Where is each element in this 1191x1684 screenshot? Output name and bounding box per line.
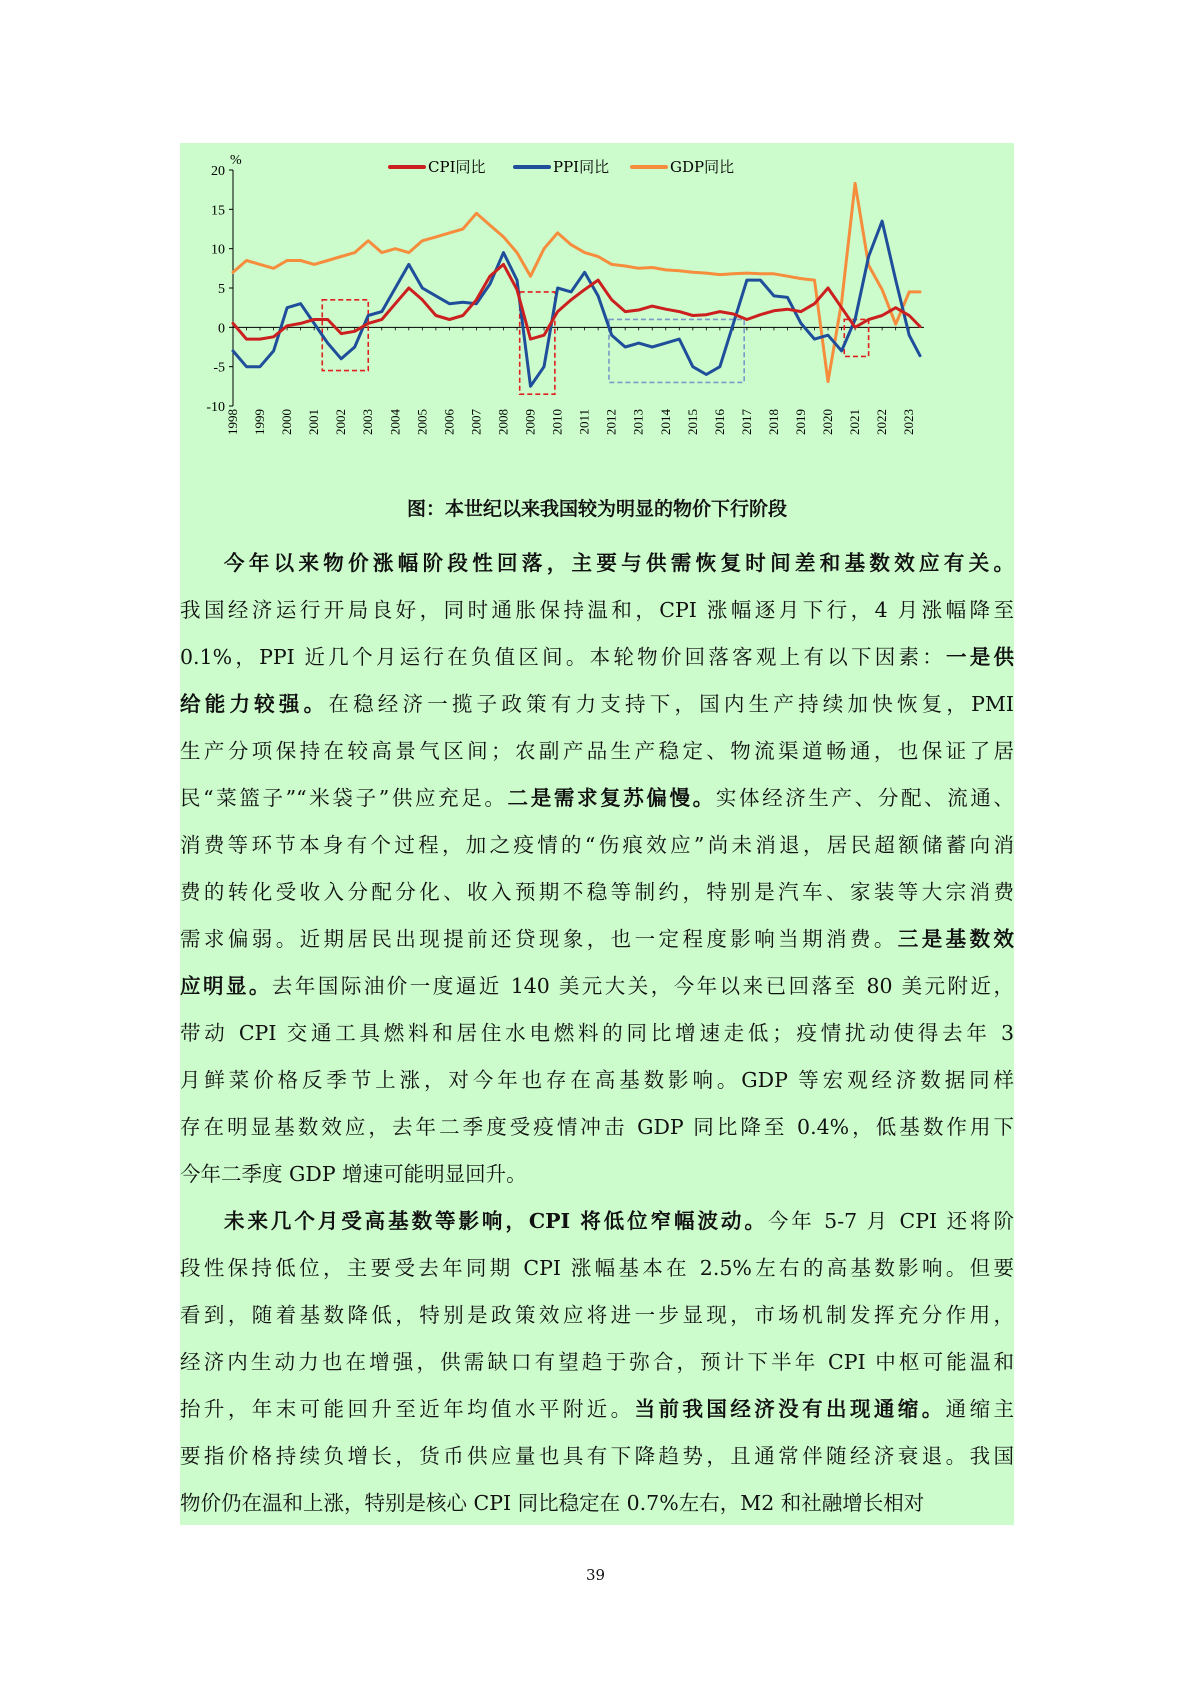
text-line	[180, 587, 1014, 634]
text-run: 看到，随着基数降低，特别是政策效应将进一步显现，市场机制发挥充分作用，	[180, 1303, 1014, 1327]
text-line	[180, 1433, 1014, 1480]
x-tick-label: 2014	[657, 409, 673, 435]
x-tick-label: 2020	[820, 409, 836, 435]
paragraph	[180, 540, 1014, 1198]
x-tick-label: 2000	[279, 409, 295, 435]
text-line	[180, 634, 1014, 681]
legend-label: PPI同比	[553, 158, 610, 176]
bold-run: 三是基数效	[897, 927, 1015, 951]
text-run: 月鲜菜价格反季节上涨，对今年也存在高基数影响。GDP 等宏观经济数据同样	[180, 1068, 1014, 1092]
x-tick-label: 1999	[252, 409, 268, 435]
text-run: 费的转化受收入分配分化、收入预期不稳等制约，特别是汽车、家装等大宗消费	[180, 880, 1014, 904]
x-tick-label: 2008	[495, 409, 511, 435]
text-line	[180, 1292, 1014, 1339]
text-run: 0.1%，PPI 近几个月运行在负值区间。本轮物价回落客观上有以下因素：	[180, 645, 946, 669]
x-tick-label: 2021	[847, 409, 863, 435]
text-run: 今年二季度 GDP 增速可能明显回升。	[180, 1162, 527, 1186]
text-run: 物价仍在温和上涨，特别是核心 CPI 同比稳定在 0.7%左右，M2 和社融增长相对	[180, 1491, 925, 1515]
text-run: 抬升，年末可能回升至近年均值水平附近。	[180, 1397, 635, 1421]
text-line	[180, 1104, 1014, 1151]
y-tick-label: 20	[211, 164, 225, 179]
figure-caption: 图：本世纪以来我国较为明显的物价下行阶段	[406, 498, 787, 520]
text-line	[180, 1151, 1014, 1198]
bold-run: 二是需求复苏偏慢。	[507, 786, 716, 810]
text-run: 在稳经济一揽子政策有力支持下，国内生产持续加快恢复，PMI	[328, 692, 1015, 716]
y-tick-label: -10	[206, 400, 225, 415]
text-run: 去年国际油价一度逼近 140 美元大关，今年以来已回落至 80 美元附近，	[271, 974, 1015, 998]
text-line	[180, 1198, 1014, 1245]
text-line	[180, 775, 1014, 822]
y-axis-unit: %	[230, 153, 242, 168]
text-line	[180, 963, 1014, 1010]
text-line	[180, 1480, 1014, 1527]
text-line	[180, 916, 1014, 963]
x-tick-label: 2017	[738, 409, 754, 435]
bold-run: 一是供	[946, 645, 1015, 669]
text-run: 民“菜篮子”“米袋子”供应充足。	[180, 786, 508, 810]
bold-run: 当前我国经济没有出现通缩。	[634, 1397, 946, 1421]
text-line	[180, 1386, 1014, 1433]
text-run: 消费等环节本身有个过程，加之疫情的“伤痕效应”尚未消退，居民超额储蓄向消	[180, 833, 1014, 857]
text-line	[180, 1057, 1014, 1104]
text-line	[180, 1245, 1014, 1292]
text-line	[180, 540, 1014, 587]
x-tick-label: 2013	[630, 409, 646, 435]
text-run: 经济内生动力也在增强，供需缺口有望趋于弥合，预计下半年 CPI 中枢可能温和	[180, 1350, 1014, 1374]
x-tick-label: 2023	[901, 409, 917, 435]
text-run: 要指价格持续负增长，货币供应量也具有下降趋势，且通常伴随经济衰退。我国	[180, 1444, 1014, 1468]
y-tick-label: -5	[213, 360, 225, 376]
bold-run: 今年以来物价涨幅阶段性回落，主要与供需恢复时间差和基数效应有关。	[224, 551, 1014, 575]
price-chart	[180, 143, 1014, 485]
text-run: 需求偏弱。近期居民出现提前还贷现象，也一定程度影响当期消费。	[180, 927, 898, 951]
chart-svg	[180, 143, 1014, 485]
text-run: 带动 CPI 交通工具燃料和居住水电燃料的同比增速走低；疫情扰动使得去年 3	[180, 1021, 1014, 1045]
text-line	[180, 1339, 1014, 1386]
text-line	[180, 1010, 1014, 1057]
legend-label: CPI同比	[428, 158, 486, 176]
x-tick-label: 2005	[414, 409, 430, 435]
x-tick-label: 2010	[549, 409, 565, 435]
text-run: 实体经济生产、分配、流通、	[715, 786, 1015, 810]
x-tick-label: 2011	[576, 409, 592, 435]
text-line	[180, 822, 1014, 869]
x-tick-label: 2001	[306, 409, 322, 435]
text-run: 通缩主	[945, 1397, 1015, 1421]
text-run: 存在明显基数效应，去年二季度受疫情冲击 GDP 同比降至 0.4%，低基数作用下	[180, 1115, 1014, 1139]
text-line	[180, 681, 1014, 728]
bold-run: 应明显。	[180, 974, 272, 998]
text-run: 生产分项保持在较高景气区间；农副产品生产稳定、物流渠道畅通，也保证了居	[180, 739, 1014, 763]
x-tick-label: 2002	[333, 409, 349, 435]
body-text	[180, 540, 1014, 1527]
y-tick-label: 10	[211, 242, 225, 258]
x-tick-label: 2006	[441, 409, 457, 435]
x-tick-label: 2003	[360, 409, 376, 435]
x-tick-label: 2022	[874, 409, 890, 435]
x-tick-label: 2007	[468, 409, 484, 435]
text-line	[180, 869, 1014, 916]
text-run: 今年 5-7 月 CPI 还将阶	[767, 1209, 1014, 1233]
x-tick-label: 2018	[765, 409, 781, 435]
y-tick-label: 0	[218, 321, 225, 337]
page-number: 39	[585, 1566, 606, 1584]
x-tick-label: 1998	[225, 409, 240, 435]
text-run: 我国经济运行开局良好，同时通胀保持温和，CPI 涨幅逐月下行，4 月涨幅降至	[180, 598, 1014, 622]
y-tick-label: 15	[211, 203, 225, 219]
x-tick-label: 2004	[387, 409, 403, 435]
text-run: 段性保持低位，主要受去年同期 CPI 涨幅基本在 2.5%左右的高基数影响。但要	[180, 1256, 1014, 1280]
text-line	[180, 728, 1014, 775]
y-tick-label: 5	[218, 282, 225, 297]
x-tick-label: 2019	[792, 409, 808, 435]
x-tick-label: 2012	[603, 409, 619, 435]
legend-label: GDP同比	[670, 158, 735, 176]
bold-run: 未来几个月受高基数等影响，CPI 将低位窄幅波动。	[224, 1209, 768, 1233]
x-tick-label: 2009	[522, 409, 538, 435]
paragraph	[180, 1198, 1014, 1527]
bold-run: 给能力较强。	[180, 692, 329, 716]
x-tick-label: 2016	[711, 409, 727, 435]
x-tick-label: 2015	[684, 409, 700, 435]
